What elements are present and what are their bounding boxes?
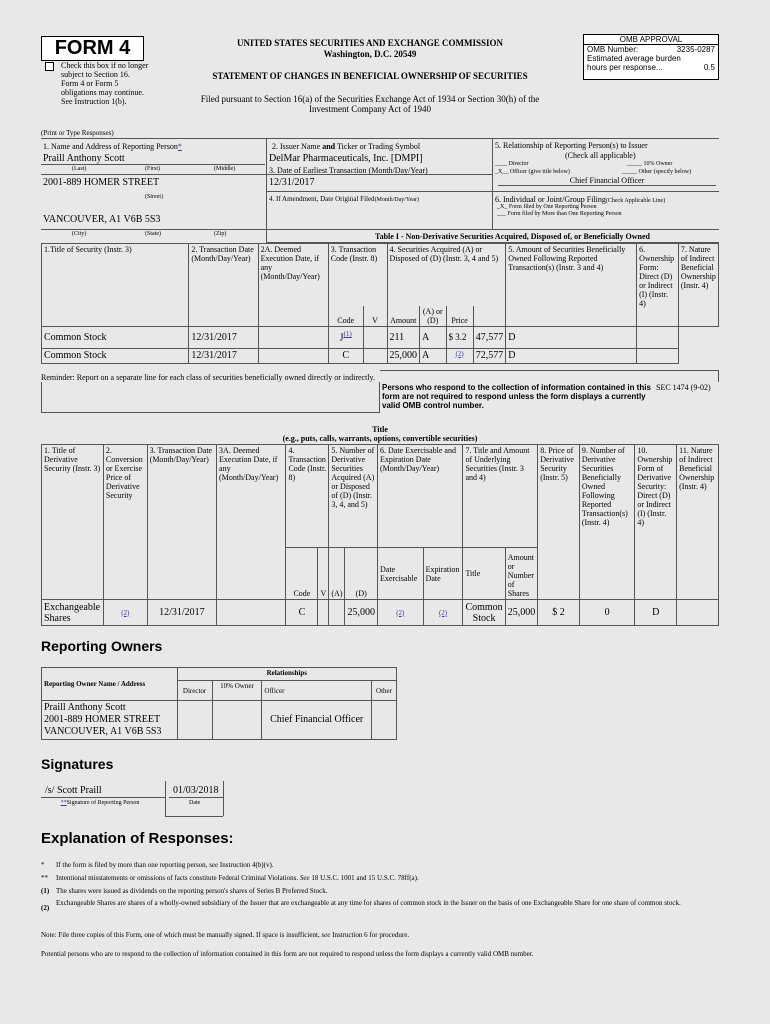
table2-title: Title [372, 425, 388, 434]
table1 [41, 243, 719, 364]
t2-h-d: (D) [345, 548, 378, 600]
t1-h-owned: 5. Amount of Securities Beneficially Owned Following Reported Transaction(s) (Instr. 3 and 4) [506, 244, 637, 327]
no-longer-subject-checkbox[interactable] [45, 62, 54, 71]
first-label: (First) [145, 166, 160, 172]
director-option: Director [508, 161, 529, 167]
t1-r0-title: Common Stock [42, 326, 189, 348]
box2-label: 2. Issuer Name and Ticker or Trading Symbol [272, 142, 421, 151]
t1-r1-date: 12/31/2017 [189, 348, 258, 363]
t2-h-date-ex: Date Exercisable [377, 548, 423, 600]
t1-r0-footnote-link[interactable]: (1) [343, 330, 352, 339]
filed-pursuant: Filed pursuant to Section 16(a) of the Securities Exchange Act of 1934 or Section 30(h) of the Investment Company Act of 1940 [200, 94, 540, 114]
t1-h-form: 6. Ownership Form: Direct (D) or Indirect (I) (Instr. 4) [637, 244, 679, 327]
ro-owner-cell [42, 701, 178, 740]
check-box-instructions: Check this box if no longer subject to Section 16. Form 4 or Form 5 obligations may continue. See Instruction 1(b). [61, 61, 149, 106]
t2-r-code: C [286, 600, 318, 626]
explanation-heading: Explanation of Responses: [41, 830, 234, 847]
t2-h-date: 3. Transaction Date (Month/Day/Year) [147, 445, 216, 600]
t1-h-v: V [363, 306, 387, 327]
t2-h-title: 1. Title of Derivative Security (Instr. 3) [42, 445, 104, 600]
t1-h-price: Price [446, 306, 473, 327]
potential-persons-note: Potential persons who are to respond to the collection of information contained in this form are not required to respond unless the form displays a currently valid OMB number. [41, 950, 534, 958]
t2-h-exp: Expiration Date [423, 548, 463, 600]
t2-h-code-sub: Code [286, 548, 318, 600]
table2-subtitle: (e.g., puts, calls, warrants, options, convertible securities) [282, 434, 478, 443]
t1-r1-amount: 25,000 [387, 348, 420, 363]
t2-h-underlying: 7. Title and Amount of Underlying Securities (Instr. 3 and 4) [463, 445, 538, 548]
table-row [42, 701, 397, 740]
t2-r-d: 25,000 [345, 600, 378, 626]
table2 [41, 444, 719, 626]
ro-name: Praill Anthony Scott [44, 702, 126, 713]
t1-r1-form: D [506, 348, 637, 363]
t2-r-title: Exchangeable Shares [42, 600, 104, 626]
t2-r-date: 12/31/2017 [147, 600, 216, 626]
t2-h-owned: 9. Number of Derivative Securities Beneficially Owned Following Reported Transaction(s) (Instr. 4) [579, 445, 634, 600]
t2-r-und-title: Common Stock [463, 600, 505, 626]
state-label: (State) [145, 231, 161, 237]
omb-burden-label: Estimated average burden [587, 54, 681, 63]
table-row [42, 348, 719, 363]
reporting-owners-heading: Reporting Owners [41, 638, 163, 654]
t1-h-title: 1.Title of Security (Instr. 3) [42, 244, 189, 327]
t1-r0-price: $ 3.2 [446, 326, 473, 348]
form-title: FORM 4 [41, 36, 144, 61]
box5-sub: (Check all applicable) [565, 151, 636, 160]
t2-h-a: (A) [329, 548, 345, 600]
t1-r1-title: Common Stock [42, 348, 189, 363]
persons-notice: Persons who respond to the collection of information contained in this form are not required to respond unless the form displays a currently valid OMB control number. [382, 383, 651, 410]
box5-director-line: ____ Director _____ 10% Owner [495, 161, 673, 167]
city-label: (City) [72, 231, 87, 237]
t2-h-form: 10. Ownership Form of Derivative Security: Direct (D) or Indirect (I) (Instr. 4) [635, 445, 677, 600]
signature-footnote-link[interactable]: ** [60, 800, 67, 806]
reminder-text: Reminder: Report on a separate line for each class of securities beneficially owned directly or indirectly. [41, 373, 376, 382]
t2-h-und-amount: Amount or Number of Shares [505, 548, 538, 600]
ro-h-name: Reporting Owner Name / Address [42, 668, 178, 701]
t2-r-exp-link[interactable]: (2) [423, 600, 463, 626]
omb-hours-label: hours per response... [587, 63, 663, 72]
t1-h-acquired: 4. Securities Acquired (A) or Disposed of (D) (Instr. 3, 4 and 5) [387, 244, 506, 306]
zip-label: (Zip) [214, 231, 227, 237]
t2-r-date-ex-link[interactable]: (2) [377, 600, 423, 626]
t1-r0-amount: 211 [387, 326, 420, 348]
omb-number-value: 3235-0287 [676, 45, 715, 54]
t1-h-aord: (A) or (D) [420, 306, 447, 327]
reporting-person-name: Praill Anthony Scott [43, 153, 125, 164]
omb-title: OMB APPROVAL [584, 35, 718, 45]
agency-location: Washington, D.C. 20549 [323, 49, 417, 59]
issuer-name: DelMar Pharmaceuticals, Inc. [DMPI] [269, 153, 423, 164]
t1-r1-price-link[interactable]: (2) [446, 348, 473, 363]
middle-label: (Middle) [214, 166, 236, 172]
omb-approval-box [583, 34, 719, 80]
street-label: (Street) [145, 194, 163, 200]
t1-h-nature: 7. Nature of Indirect Beneficial Ownership (Instr. 4) [678, 244, 718, 327]
officer-option: _X__ Officer (give title below) [495, 169, 570, 175]
ro-officer-value: Chief Financial Officer [262, 701, 372, 740]
omb-hours-value: 0.5 [703, 63, 715, 72]
signature-name: /s/ Scott Praill [45, 785, 102, 796]
t2-r-price: $ 2 [538, 600, 580, 626]
t1-r0-date: 12/31/2017 [189, 326, 258, 348]
omb-number-label: OMB Number: [587, 45, 639, 54]
box1-label: 1. Name and Address of Reporting Person* [43, 142, 182, 151]
t1-r1-code: C [328, 348, 363, 363]
earliest-transaction-date: 12/31/2017 [269, 177, 315, 188]
city-value: VANCOUVER, A1 V6B 5S3 [43, 214, 161, 225]
t2-h-conv: 2. Conversion or Exercise Price of Derivative Security [103, 445, 147, 600]
sec-form-code: SEC 1474 (9-02) [656, 383, 711, 392]
street-value: 2001-889 HOMER STREET [43, 177, 160, 188]
t1-r0-form: D [506, 326, 637, 348]
t2-r-owned: 0 [579, 600, 634, 626]
t2-h-und-title: Title [463, 548, 505, 600]
explanation-star: * If the form is filed by more than one reporting person, see Instruction 4(b)(v). [41, 861, 274, 869]
ro-h-relationships: Relationships [177, 668, 396, 681]
ro-street: 2001-889 HOMER STREET [44, 714, 161, 725]
explanation-1: (1) The shares were issued as dividends on the reporting person's shares of Series B Preferred Stock. [41, 887, 328, 895]
t2-h-price: 8. Price of Derivative Security (Instr. 5) [538, 445, 580, 600]
date-label: Date [189, 800, 201, 806]
table-row [42, 600, 719, 626]
t2-r-conv-link[interactable]: (2) [103, 600, 147, 626]
t1-h-deemed: 2A. Deemed Execution Date, if any (Month/Day/Year) [258, 244, 328, 327]
t1-h-date: 2. Transaction Date (Month/Day/Year) [189, 244, 258, 327]
t1-h-code-sub: Code [328, 306, 363, 327]
table-row [42, 326, 719, 348]
t1-h-amount: Amount [387, 306, 420, 327]
t2-h-deemed: 3A. Deemed Execution Date, if any (Month/Day/Year) [217, 445, 286, 600]
ro-city: VANCOUVER, A1 V6B 5S3 [44, 726, 162, 737]
form-filed-one: _X_ Form filed by One Reporting Person [497, 204, 597, 210]
signature-label: **Signature of Reporting Person [60, 800, 140, 806]
t2-h-nature: 11. Nature of Indirect Beneficial Ownership (Instr. 4) [677, 445, 719, 600]
box6-label: 6. Individual or Joint/Group Filing(Check Applicable Line) [495, 195, 666, 204]
t1-r1-owned: 72,577 [473, 348, 506, 363]
print-type-note: (Print or Type Responses) [41, 129, 114, 137]
box1-footnote-link[interactable]: * [177, 142, 182, 151]
t2-r-und-amount: 25,000 [505, 600, 538, 626]
t2-h-number: 5. Number of Derivative Securities Acquired (A) or Disposed of (D) (Instr. 3, 4, and 5) [329, 445, 378, 548]
explanation-double-star: ** Intentional misstatements or omissions of facts constitute Federal Criminal Violations. See 18 U.S.C. 1001 and 15 U.S.C. 78ff(a). [41, 874, 419, 882]
box4-label: 4. If Amendment, Date Original Filed(Month/Day/Year) [269, 195, 419, 203]
box5-label: 5. Relationship of Reporting Person(s) to Issuer [495, 141, 648, 150]
agency-name: UNITED STATES SECURITIES AND EXCHANGE COMMISSION [237, 38, 503, 48]
explanation-2: (2) Exchangeable Shares are shares of a wholly-owned subsidiary of the Issuer that are exchangeable at any time for shares of common stock in the Issuer on the basis of one Exchangeable Share for one share of common stock. [41, 899, 681, 912]
ro-h-director: Director [177, 681, 212, 701]
t1-r0-aord: A [420, 326, 447, 348]
t1-h-code: 3. Transaction Code (Instr. 8) [328, 244, 387, 306]
last-label: (Last) [72, 166, 87, 172]
t2-h-code: 4. Transaction Code (Instr. 8) [286, 445, 329, 548]
box3-label: 3. Date of Earliest Transaction (Month/Day/Year) [269, 166, 428, 175]
file-copies-note: Note: File three copies of this Form, one of which must be manually signed. If space is insufficient, see Instruction 6 for procedure. [41, 931, 410, 939]
officer-title-value: Chief Financial Officer [498, 176, 716, 186]
t2-r-form: D [635, 600, 677, 626]
table1-title: Table I - Non-Derivative Securities Acquired, Disposed of, or Beneficially Owned [375, 232, 650, 241]
box5-officer-line: _X__ Officer (give title below) _____ Other (specify below) [495, 169, 692, 175]
ro-h-officer: Officer [262, 681, 372, 701]
t1-r0-owned: 47,577 [473, 326, 506, 348]
t2-h-v: V [318, 548, 329, 600]
t1-r1-aord: A [420, 348, 447, 363]
reporting-owners-table [41, 667, 397, 740]
form-filed-more: ___ Form filed by More than One Reporting Person [497, 211, 622, 217]
t1-r0-code: $J^{(1)}$ [328, 326, 363, 348]
ro-h-owner10: 10% Owner [212, 681, 262, 701]
t2-h-exercisable: 6. Date Exercisable and Expiration Date (Month/Day/Year) [377, 445, 462, 548]
signatures-heading: Signatures [41, 756, 114, 772]
ro-h-other: Other [371, 681, 396, 701]
statement-title: STATEMENT OF CHANGES IN BENEFICIAL OWNERSHIP OF SECURITIES [212, 71, 528, 81]
signature-date: 01/03/2018 [173, 785, 219, 796]
